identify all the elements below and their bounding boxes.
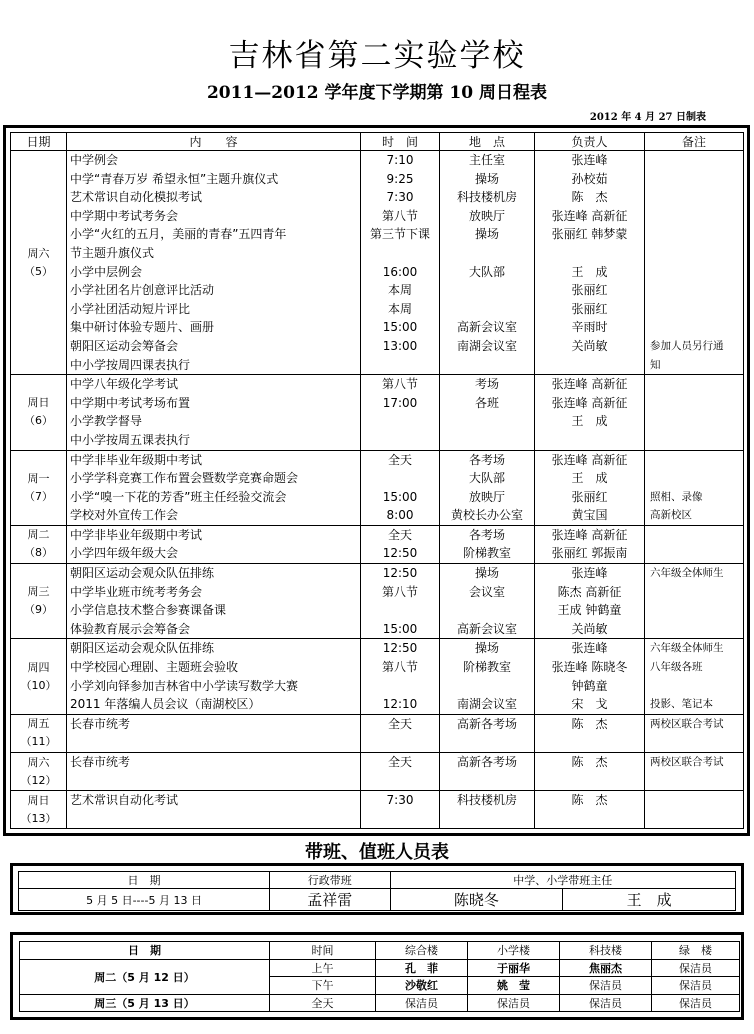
schedule-place: 南湖会议室 [440,337,535,356]
schedule-note [645,525,744,544]
schedule-place: 主任室 [440,151,535,170]
duty2-d: 保洁员 [652,959,740,977]
duty2-header-a: 综合楼 [376,942,468,960]
schedule-day-label: 周六 [27,246,50,260]
schedule-content: 中学“青春万岁 希望永恒”主题升旗仪式 [67,170,361,189]
schedule-content: 中学例会 [67,151,361,170]
schedule-place: 操场 [440,564,535,583]
duty2-row [20,994,740,1012]
schedule-time: 15:00 [361,488,440,507]
duty2-a: 保洁员 [376,994,468,1012]
schedule-person: 张丽红 [535,281,645,300]
duty-table-2 [19,941,740,1012]
schedule-place [440,772,535,791]
page-subtitle: 2011—2012 学年度下学期第 10 周日程表 [206,83,548,103]
schedule-note [645,170,744,189]
duty2-b: 保洁员 [468,994,560,1012]
schedule-row [11,810,744,829]
schedule-time [361,810,440,829]
made-on-date: 2012 年 4 月 27 日制表 [589,112,706,123]
schedule-content: 长春市统考 [67,714,361,733]
schedule-row [11,791,744,810]
duty2-c: 保洁员 [560,977,652,995]
schedule-person: 张连峰 高新征 [535,450,645,469]
duty2-c: 焦丽杰 [560,959,652,977]
schedule-place [440,733,535,752]
schedule-day-label: 周三 [27,585,50,599]
schedule-content: 艺术常识自动化考试 [67,791,361,810]
schedule-day-cell [11,564,67,639]
schedule-person: 关尚敏 [535,337,645,356]
schedule-content: 小学学科竞赛工作布置会暨数学竞赛命题会 [67,469,361,488]
schedule-row [11,356,744,375]
duty1-data-row [19,889,736,911]
schedule-place: 各考场 [440,450,535,469]
schedule-row [11,544,744,563]
schedule-row [11,281,744,300]
duty2-a: 孔 菲 [376,959,468,977]
duty-title: 带班、值班人员表 [305,842,449,863]
schedule-note: 两校区联合考试 [645,753,744,772]
schedule-note [645,450,744,469]
duty1-header-row [19,872,736,889]
schedule-day-date: （9） [24,603,53,617]
duty1-primary: 王 成 [563,889,736,911]
schedule-content: 中学毕业班市统考考务会 [67,583,361,602]
schedule-day-cell [11,714,67,752]
duty2-c: 保洁员 [560,994,652,1012]
schedule-time: 第八节 [361,207,440,226]
schedule-time: 9:25 [361,170,440,189]
schedule-note [645,225,744,244]
schedule-row [11,714,744,733]
schedule-content: 体验教育展示会筹备会 [67,620,361,639]
schedule-time: 全天 [361,714,440,733]
schedule-time: 7:30 [361,791,440,810]
schedule-day-cell [11,151,67,375]
schedule-time: 13:00 [361,337,440,356]
schedule-person: 张连峰 高新征 [535,394,645,413]
schedule-frame [3,125,750,836]
duty2-a: 沙敬红 [376,977,468,995]
duty2-time: 上午 [270,959,376,977]
schedule-time: 17:00 [361,394,440,413]
schedule-time: 8:00 [361,506,440,525]
schedule-row [11,564,744,583]
schedule-place [440,356,535,375]
duty1-header-class: 中学、小学带班主任 [390,872,735,889]
duty2-header-c: 科技楼 [560,942,652,960]
schedule-content: 小学“火红的五月，美丽的青春”五四青年 [67,225,361,244]
schedule-time: 第八节 [361,583,440,602]
duty2-d: 保洁员 [652,994,740,1012]
schedule-content: 小学中层例会 [67,263,361,282]
schedule-place [440,677,535,696]
duty1-admin: 孟祥雷 [270,889,391,911]
schedule-content: 朝阳区运动会筹备会 [67,337,361,356]
schedule-row [11,337,744,356]
duty2-header-date: 日 期 [20,942,270,960]
schedule-row [11,244,744,263]
schedule-place [440,412,535,431]
schedule-row [11,772,744,791]
duty1-header-date: 日 期 [19,872,270,889]
schedule-day-cell [11,791,67,829]
schedule-time: 本周 [361,281,440,300]
schedule-place: 科技楼机房 [440,188,535,207]
schedule-place [440,244,535,263]
schedule-day-cell [11,753,67,791]
schedule-place: 大队部 [440,263,535,282]
schedule-person [535,356,645,375]
schedule-day-label: 周日 [27,793,50,807]
schedule-person: 宋 戈 [535,695,645,714]
schedule-note [645,188,744,207]
col-header-note: 备注 [645,133,744,151]
schedule-day-date: （7） [24,489,53,503]
schedule-person: 黄宝国 [535,506,645,525]
schedule-note [645,318,744,337]
schedule-person: 孙校茹 [535,170,645,189]
schedule-note: 参加人员另行通 [645,337,744,356]
schedule-row [11,375,744,394]
schedule-content: 长春市统考 [67,753,361,772]
schedule-row [11,450,744,469]
schedule-row [11,300,744,319]
schedule-place: 科技楼机房 [440,791,535,810]
duty1-middle: 陈晓冬 [390,889,563,911]
schedule-time: 第三节下课 [361,225,440,244]
schedule-note [645,601,744,620]
col-header-place: 地 点 [440,133,535,151]
schedule-place: 高新会议室 [440,620,535,639]
schedule-day-cell [11,450,67,525]
schedule-day-cell [11,525,67,563]
schedule-place [440,810,535,829]
schedule-note: 知 [645,356,744,375]
schedule-time: 第八节 [361,375,440,394]
schedule-note [645,151,744,170]
schedule-row [11,170,744,189]
schedule-day-label: 周二 [27,528,50,542]
schedule-content: 中学非毕业年级期中考试 [67,525,361,544]
schedule-note [645,300,744,319]
schedule-note [645,791,744,810]
schedule-note [645,544,744,563]
schedule-row [11,506,744,525]
schedule-time: 12:10 [361,695,440,714]
schedule-content [67,772,361,791]
schedule-body [11,151,744,829]
schedule-time [361,469,440,488]
duty-table-frame-1 [10,863,744,915]
schedule-place: 操场 [440,170,535,189]
schedule-person: 王成 钟鹤童 [535,601,645,620]
schedule-note [645,207,744,226]
schedule-row [11,753,744,772]
schedule-row [11,733,744,752]
schedule-day-cell [11,375,67,450]
col-header-content: 内 容 [67,133,361,151]
schedule-row [11,225,744,244]
schedule-time: 16:00 [361,263,440,282]
schedule-note [645,772,744,791]
schedule-day-date: （13） [20,811,57,825]
duty1-header-admin: 行政带班 [270,872,391,889]
schedule-place: 高新各考场 [440,714,535,733]
schedule-time: 全天 [361,753,440,772]
schedule-place: 操场 [440,639,535,658]
schedule-person: 张连峰 陈晓冬 [535,658,645,677]
schedule-place [440,431,535,450]
duty2-date: 周三（5 月 13 日） [20,994,270,1012]
schedule-note [645,469,744,488]
duty2-header-b: 小学楼 [468,942,560,960]
schedule-person: 陈 杰 [535,791,645,810]
schedule-person: 钟鹤童 [535,677,645,696]
schedule-content: 中小学按周五课表执行 [67,431,361,450]
schedule-time: 本周 [361,300,440,319]
schedule-note [645,733,744,752]
schedule-person: 张连峰 高新征 [535,375,645,394]
schedule-place: 放映厅 [440,488,535,507]
schedule-content [67,733,361,752]
schedule-person: 张丽红 [535,300,645,319]
schedule-day-date: （12） [20,773,57,787]
schedule-note [645,394,744,413]
schedule-time: 第八节 [361,658,440,677]
schedule-note: 六年级全体师生 [645,564,744,583]
duty2-d: 保洁员 [652,977,740,995]
schedule-content: 小学教学督导 [67,412,361,431]
schedule-person [535,431,645,450]
schedule-note [645,620,744,639]
duty2-header-d: 绿 楼 [652,942,740,960]
schedule-row [11,188,744,207]
schedule-time [361,772,440,791]
schedule-place: 各考场 [440,525,535,544]
schedule-note [645,810,744,829]
schedule-day-label: 周六 [27,755,50,769]
schedule-note: 投影、笔记本 [645,695,744,714]
schedule-place [440,300,535,319]
schedule-time: 15:00 [361,318,440,337]
schedule-note [645,412,744,431]
schedule-place: 操场 [440,225,535,244]
schedule-person: 张连峰 [535,151,645,170]
schedule-time [361,244,440,263]
schedule-row [11,394,744,413]
schedule-content: 集中研讨体验专题片、画册 [67,318,361,337]
schedule-row [11,620,744,639]
schedule-row [11,583,744,602]
schedule-note [645,375,744,394]
schedule-content: 小学社团名片创意评比活动 [67,281,361,300]
schedule-content: 朝阳区运动会观众队伍排练 [67,639,361,658]
schedule-time [361,431,440,450]
schedule-time [361,733,440,752]
schedule-person: 陈 杰 [535,753,645,772]
schedule-note: 六年级全体师生 [645,639,744,658]
schedule-note: 八年级各班 [645,658,744,677]
schedule-content: 小学社团活动短片评比 [67,300,361,319]
schedule-day-cell [11,639,67,714]
schedule-day-date: （10） [20,678,57,692]
schedule-day-date: （11） [20,735,57,749]
schedule-person [535,733,645,752]
schedule-content: 小学刘向铎参加吉林省中小学读写数学大赛 [67,677,361,696]
schedule-note [645,263,744,282]
duty2-time: 下午 [270,977,376,995]
schedule-content: 节主题升旗仪式 [67,244,361,263]
duty-table-frame-2 [10,932,744,1020]
schedule-row [11,601,744,620]
schedule-day-label: 周一 [27,471,50,485]
col-header-time: 时 间 [361,133,440,151]
duty-table-1 [18,871,736,911]
schedule-day-date: （6） [24,414,53,428]
duty2-header-row [20,942,740,960]
duty2-b: 姚 莹 [468,977,560,995]
schedule-content: 艺术常识自动化模拟考试 [67,188,361,207]
schedule-place: 考场 [440,375,535,394]
schedule-row [11,431,744,450]
schedule-person: 张丽红 [535,488,645,507]
schedule-row [11,412,744,431]
schedule-time: 15:00 [361,620,440,639]
schedule-row [11,658,744,677]
schedule-content: 2011 年落编人员会议（南湖校区） [67,695,361,714]
schedule-content [67,810,361,829]
schedule-note [645,583,744,602]
schedule-time: 12:50 [361,544,440,563]
page-title: 吉林省第二实验学校 [228,38,526,74]
duty2-header-time: 时间 [270,942,376,960]
duty1-date: 5 月 5 日----5 月 13 日 [19,889,270,911]
schedule-content: 小学四年级年级大会 [67,544,361,563]
schedule-note: 两校区联合考试 [645,714,744,733]
schedule-time [361,601,440,620]
schedule-content: 小学信息技术整合参赛课备课 [67,601,361,620]
schedule-note: 高新校区 [645,506,744,525]
schedule-person: 张丽红 郭振南 [535,544,645,563]
duty2-b: 于丽华 [468,959,560,977]
schedule-row [11,318,744,337]
schedule-time: 全天 [361,450,440,469]
duty2-time: 全天 [270,994,376,1012]
schedule-content: 中学期中考试考务会 [67,207,361,226]
duty2-row [20,959,740,977]
schedule-header-row [11,133,744,151]
schedule-row [11,695,744,714]
schedule-note [645,431,744,450]
schedule-time: 12:50 [361,639,440,658]
schedule-place [440,601,535,620]
col-header-person: 负责人 [535,133,645,151]
schedule-person: 陈杰 高新征 [535,583,645,602]
schedule-person: 王 成 [535,263,645,282]
schedule-time: 7:30 [361,188,440,207]
schedule-content: 中学校园心理剧、主题班会验收 [67,658,361,677]
schedule-row [11,263,744,282]
schedule-day-label: 周五 [27,717,50,731]
schedule-place: 高新各考场 [440,753,535,772]
schedule-content: 学校对外宣传工作会 [67,506,361,525]
schedule-place: 会议室 [440,583,535,602]
schedule-person: 王 成 [535,412,645,431]
schedule-place: 阶梯教室 [440,544,535,563]
schedule-time [361,412,440,431]
schedule-row [11,207,744,226]
duty2-date: 周二（5 月 12 日） [20,959,270,994]
schedule-row [11,488,744,507]
schedule-person: 关尚敏 [535,620,645,639]
schedule-content: 中学非毕业年级期中考试 [67,450,361,469]
schedule-place: 南湖会议室 [440,695,535,714]
schedule-person: 王 成 [535,469,645,488]
schedule-person: 陈 杰 [535,188,645,207]
schedule-person: 张连峰 [535,639,645,658]
schedule-place: 高新会议室 [440,318,535,337]
schedule-place: 大队部 [440,469,535,488]
schedule-person: 张连峰 高新征 [535,207,645,226]
schedule-content: 中学八年级化学考试 [67,375,361,394]
schedule-time: 12:50 [361,564,440,583]
schedule-person [535,244,645,263]
schedule-row [11,151,744,170]
schedule-place: 黄校长办公室 [440,506,535,525]
schedule-time [361,356,440,375]
schedule-day-label: 周日 [27,396,50,410]
schedule-row [11,469,744,488]
schedule-note: 照相、录像 [645,488,744,507]
schedule-day-date: （8） [24,546,53,560]
schedule-person [535,772,645,791]
schedule-day-date: （5） [24,264,53,278]
col-header-date: 日期 [11,133,67,151]
schedule-content: 中小学按周四课表执行 [67,356,361,375]
schedule-row [11,677,744,696]
schedule-person: 张连峰 高新征 [535,525,645,544]
schedule-person: 张丽红 韩梦蒙 [535,225,645,244]
schedule-person [535,810,645,829]
schedule-time: 7:10 [361,151,440,170]
schedule-person: 张连峰 [535,564,645,583]
schedule-person: 辛雨时 [535,318,645,337]
schedule-table [10,132,744,829]
schedule-time: 全天 [361,525,440,544]
schedule-content: 小学“嗅一下花的芳香”班主任经验交流会 [67,488,361,507]
schedule-time [361,677,440,696]
schedule-place: 阶梯教室 [440,658,535,677]
schedule-note [645,281,744,300]
schedule-row [11,639,744,658]
schedule-place [440,281,535,300]
schedule-place: 各班 [440,394,535,413]
schedule-content: 朝阳区运动会观众队伍排练 [67,564,361,583]
schedule-content: 中学期中考试考场布置 [67,394,361,413]
schedule-note [645,677,744,696]
schedule-place: 放映厅 [440,207,535,226]
schedule-person: 陈 杰 [535,714,645,733]
schedule-day-label: 周四 [27,660,50,674]
schedule-row [11,525,744,544]
schedule-note [645,244,744,263]
